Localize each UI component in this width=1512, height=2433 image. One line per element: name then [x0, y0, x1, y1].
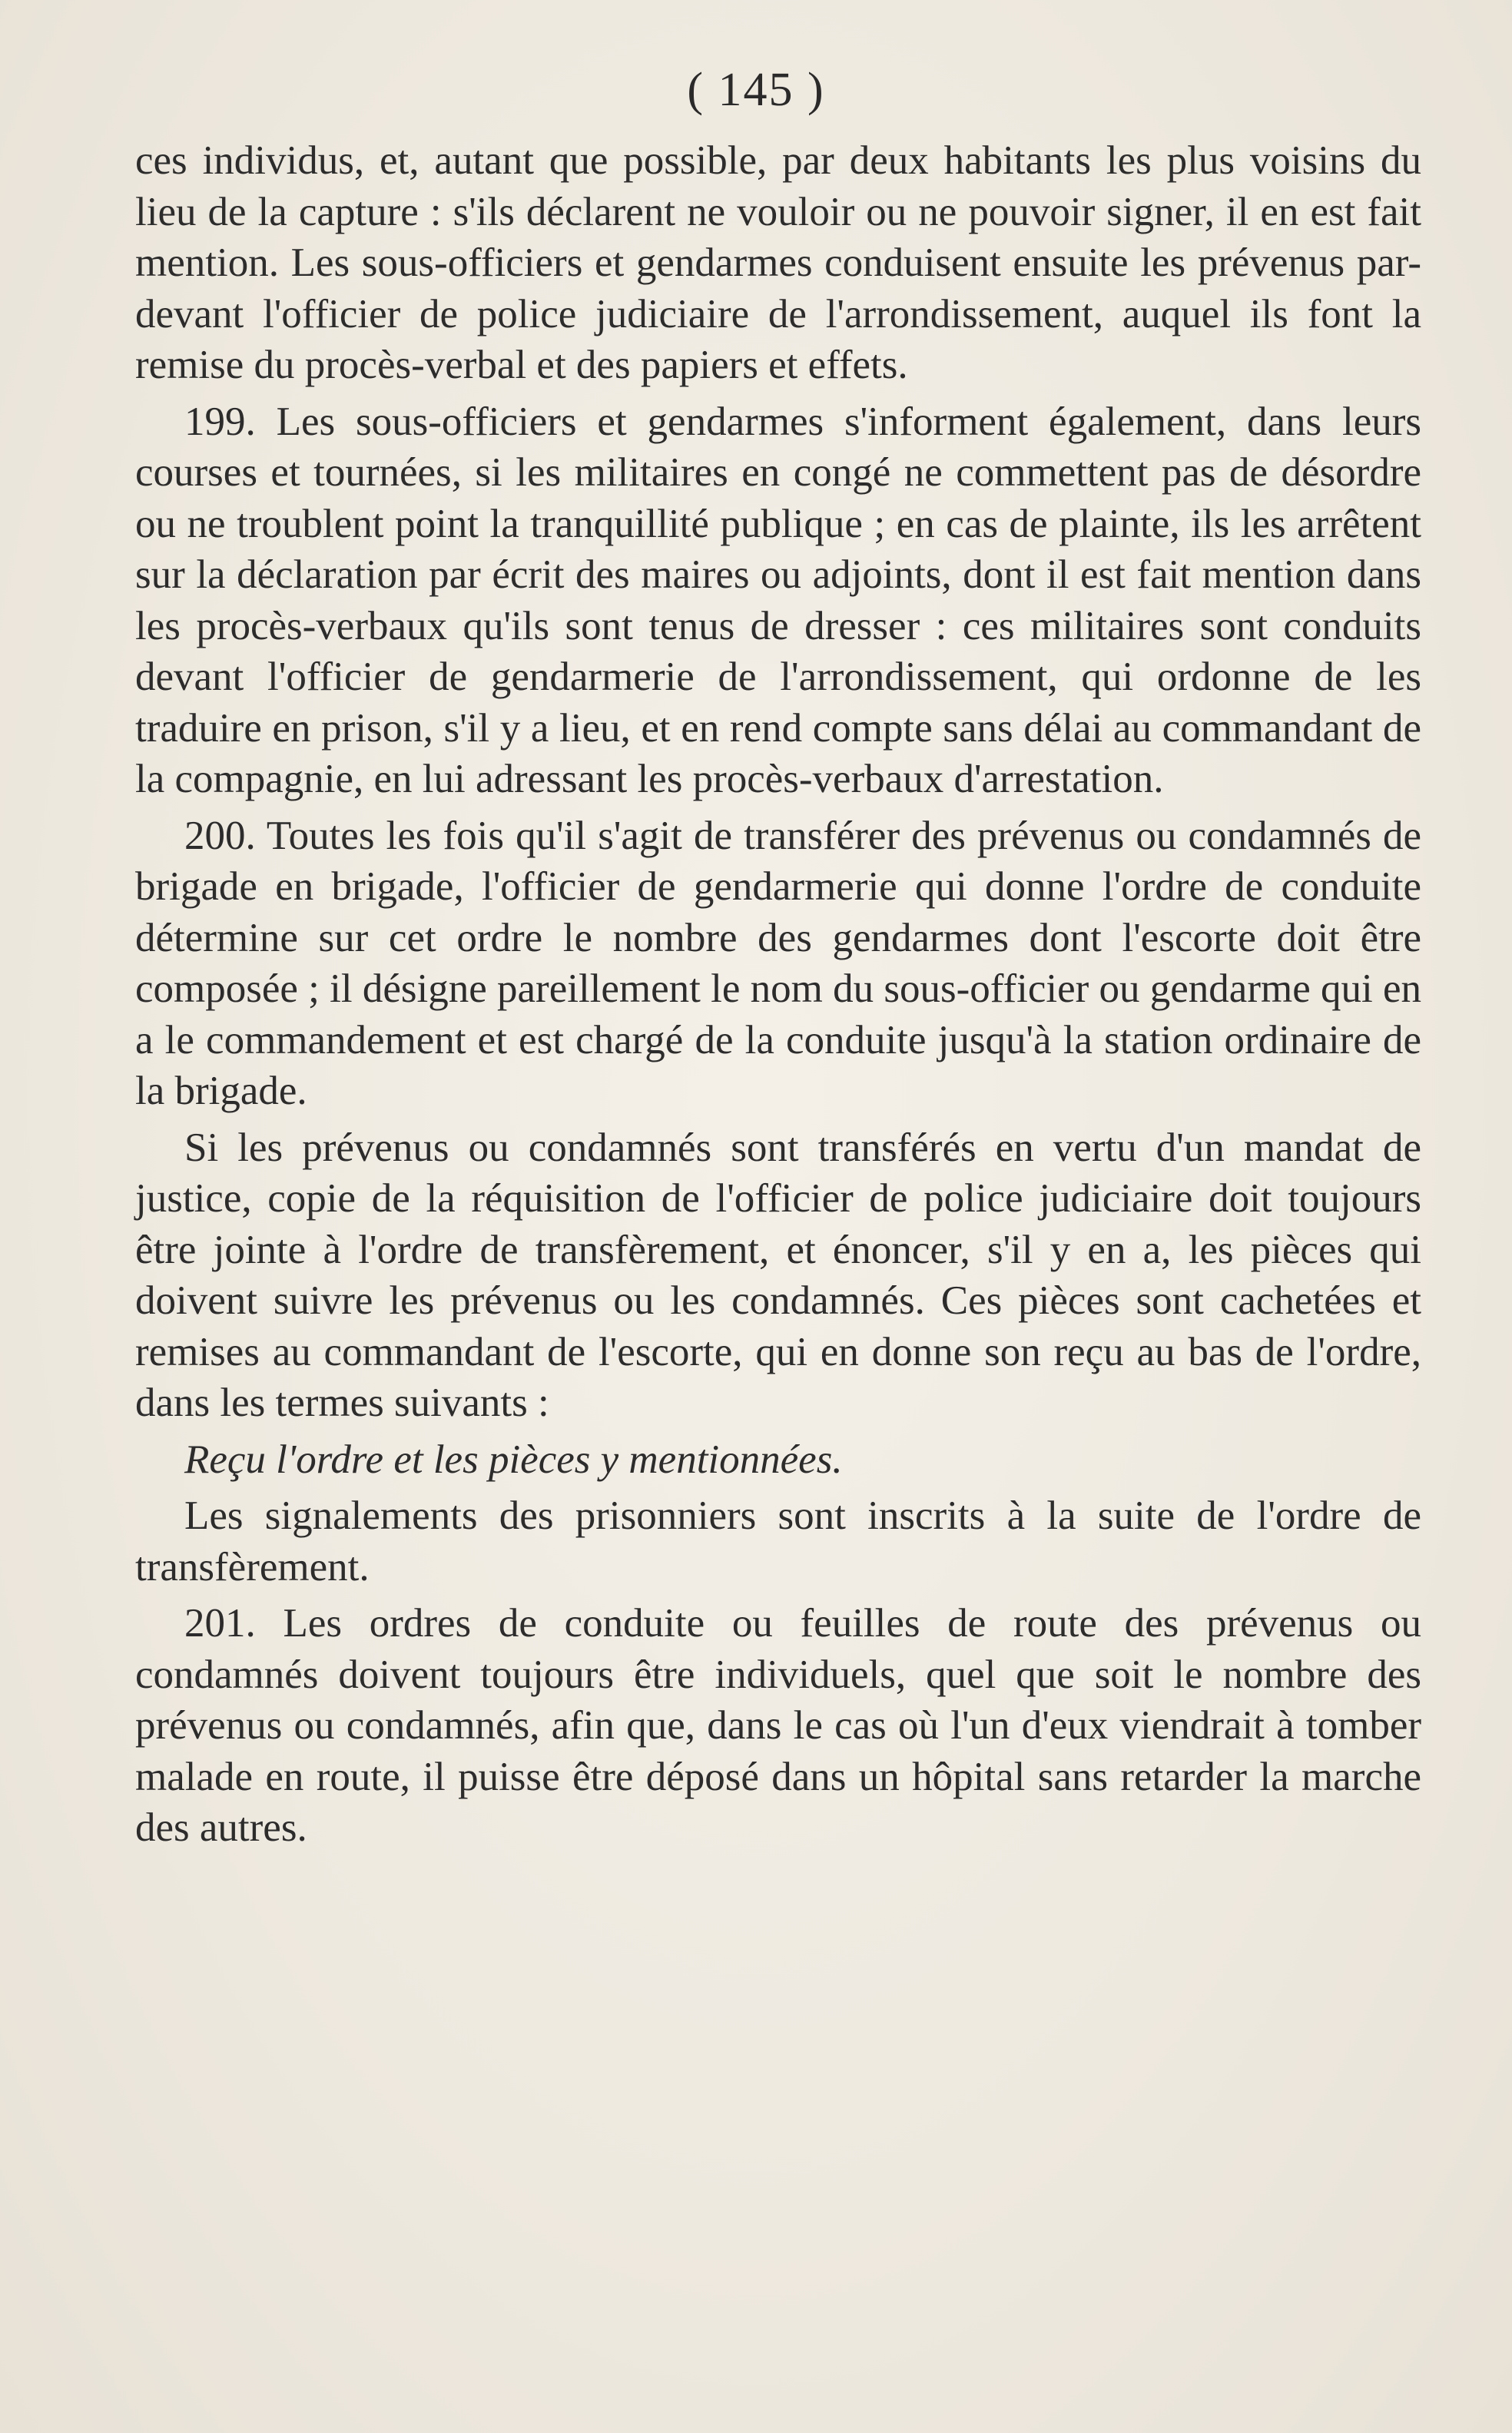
paragraph-article-201: 201. Les ordres de conduite ou feuilles de route des prévenus ou condamnés doivent toujours être individuels, quel que soit le nombre des prévenus ou condamnés, afin que, dans le cas où l'un d'eux viendrait à tomber malade en route, il puisse être déposé dans un hôpital sans retarder la marche des autres. [135, 1601, 1421, 1850]
paragraph-article-199: 199. Les sous-officiers et gendarmes s'informent également, dans leurs courses et tournées, si les militaires en congé ne commettent pas de désordre ou ne troublent point la tranquillité publique ; en cas de plainte, ils les arrêtent sur la déclaration par écrit des maires ou adjoints, dont il est fait mention dans les procès-verbaux qu'ils sont tenus de dresser : ces militaires sont conduits devant l'officier de gendarmerie de l'arrondissement, qui ordonne de les traduire en prison, s'il y a lieu, et en rend compte sans délai au commandant de la compagnie, en lui adressant les procès-verbaux d'arrestation. [135, 399, 1421, 801]
body-text [135, 135, 1421, 1859]
paragraph-continuation: ces individus, et, autant que possible, par deux habitants les plus voisins du lieu de la capture : s'ils déclarent ne vouloir ou ne pouvoir signer, il en est fait mention. Les sous-officiers et gendarmes conduisent ensuite les prévenus par-devant l'officier de police judiciaire de l'arrondissement, auquel ils font la remise du procès-verbal et des papiers et effets. [135, 138, 1421, 387]
paragraph-article-200: 200. Toutes les fois qu'il s'agit de transférer des prévenus ou condamnés de brigade en brigade, l'officier de gendarmerie qui donne l'ordre de conduite détermine sur cet ordre le nombre des gendarmes dont l'escorte doit être composée ; il désigne pareillement le nom du sous-officier ou gendarme qui en a le commandement et est chargé de la conduite jusqu'à la station ordinaire de la brigade. [135, 813, 1421, 1113]
page-number: ( 145 ) [687, 64, 825, 116]
paragraph-transfer-mandate: Si les prévenus ou condamnés sont transférés en vertu d'un mandat de justice, copie de la réquisition de l'officier de police judiciaire doit toujours être jointe à l'ordre de transfèrement, et énoncer, s'il y en a, les pièces qui doivent suivre les prévenus ou les condamnés. Ces pièces sont cachetées et remises au commandant de l'escorte, qui en donne son reçu au bas de l'ordre, dans les termes suivants : [135, 1125, 1421, 1425]
receipt-formula: Reçu l'ordre et les pièces y mentionnées. [184, 1437, 843, 1482]
paragraph-signalements: Les signalements des prisonniers sont inscrits à la suite de l'ordre de transfèrement. [135, 1493, 1421, 1589]
